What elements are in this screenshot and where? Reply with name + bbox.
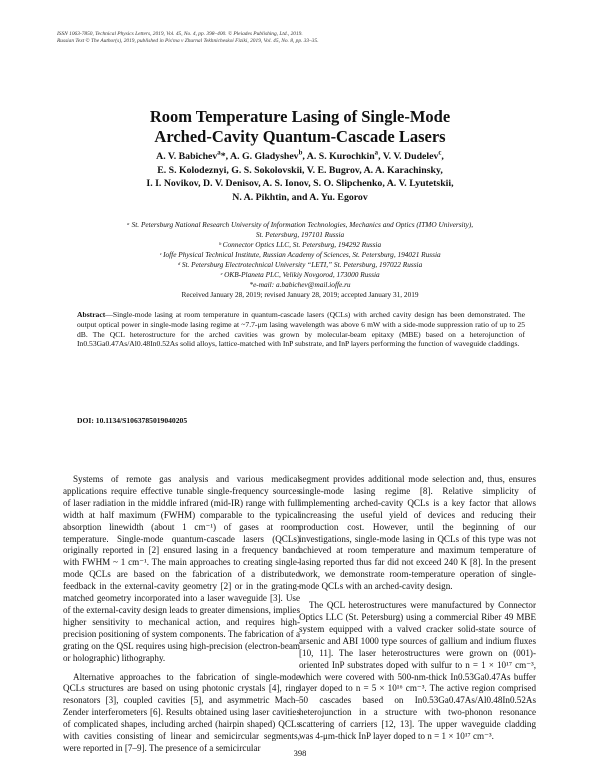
body-right-column (299, 474, 536, 750)
affiliation-line: ᵃ St. Petersburg National Research University of Information Technologies, Mechanics and Optics (ITMO University), (126, 220, 474, 229)
affiliations (60, 220, 540, 290)
authors-line-4: N. A. Pikhtin, and A. Yu. Egorov (232, 191, 368, 203)
abstract (77, 310, 525, 349)
author-list (60, 150, 540, 204)
abstract-label: Abstract (77, 310, 106, 319)
paragraph: Systems of remote gas analysis and various medical applications require effective tunable single-frequency sources of laser radiation in the middle infrared (mid-IR) range with full width at half maximum (FWHM) comparable to the typical absorption linewidth (about 1 cm⁻¹) of gases at room temperature. Single-mode quantum-cascade lasers (QCLs) originally reported in [2] ensured lasing in a frequency band with FWHM ~ 1 cm⁻¹. The main approaches to creating single-mode QCLs are based on the fabrication of a distributed feedback in the external-cavity geometry [2] or in the grating-matched geometry incorporated into a laser waveguide [3]. Use of the external-cavity design leads to greater dimensions, implies higher sensitivity to mechanical action, and requires high-precision positioning of system components. The fabrication of a grating on the QSL requires using high-precision (electron-beam or holographic) lithography. (63, 474, 300, 663)
doi[interactable]: DOI: 10.1134/S1063785019040205 (77, 416, 188, 425)
abstract-text: —Single-mode lasing at room temperature in quantum-cascade lasers (QCLs) with arched cavity design has been demonstrated. The output optical power in single-mode lasing regime at ~7.7-μm lasing wavelength was above 6 mW with a side-mode suppression ratio of up to 25 dB. The QCL heterostructure for the arched cavities was grown by molecular-beam epitaxy (MBE) based on a heterojunction of In0.53Ga0.47As/Al0.48In0.52As solid alloys, lattice-matched with InP substrate, and InP layers performing the function of waveguide claddings. (77, 310, 525, 349)
journal-header-line-1: ISSN 1063-7850, Technical Physics Letters, 2019, Vol. 45, No. 4, pp. 398–400. © Pleiades Publishing, Ltd., 2019. (57, 31, 303, 37)
paragraph: segment provides additional mode selection and, thus, ensures single-mode lasing regime [8]. Relative simplicity of implementing arched-cavity QCLs is a key factor that allows increasing the useful yield of devices and reducing their production cost. However, until the beginning of our investigations, single-mode lasing in QCLs of this type was not achieved at room temperature and maximum temperature of lasing reported thus far did not exceed 240 K [8]. In the present work, we demonstrate room-temperature operation of single-mode QCLs with an arched-cavity design. (299, 474, 536, 592)
authors-line-3: I. I. Novikov, D. V. Denisov, A. S. Ionov, S. O. Slipchenko, A. V. Lyutetskii, (146, 178, 454, 189)
journal-header (57, 31, 557, 45)
affiliation-line: St. Petersburg, 197101 Russia (255, 230, 345, 239)
affiliation-line: ᵇ Connector Optics LLC, St. Petersburg, 194292 Russia (218, 240, 382, 249)
paper-title (60, 107, 540, 147)
authors-line-1: A. V. Babichev$^a$*, A. G. Gladyshev$^b$, A. S. Kurochkin$^a$, V. V. Dudelev$^c$, (156, 149, 444, 162)
contact-email: *e-mail: a.babichev@mail.ioffe.ru (249, 280, 351, 289)
affiliation-line: ᵈ St. Petersburg Electrotechnical University “LETI,” St. Petersburg, 197022 Russia (177, 260, 423, 269)
body-left-column (63, 474, 300, 762)
affiliation-line: ᵉ OKB-Planeta PLC, Velikiy Novgorod, 173000 Russia (220, 270, 380, 279)
journal-header-line-2: Russian Text © The Author(s), 2019, published in Pis'ma v Zhurnal Tekhnicheskoi Fiziki, 2019, Vol. 45, No. 8, pp. 33–35. (57, 38, 319, 44)
received-dates: Received January 28, 2019; revised January 28, 2019; accepted January 31, 2019 (181, 290, 419, 299)
authors-line-2: E. S. Kolodeznyi, G. S. Sokolovskii, V. E. Bugrov, A. A. Karachinsky, (157, 164, 443, 176)
title-line-1: Room Temperature Lasing of Single-Mode (149, 107, 451, 126)
title-line-2: Arched-Cavity Quantum-Cascade Lasers (154, 127, 446, 146)
page-number: 398 (293, 748, 307, 758)
paragraph: The QCL heterostructures were manufactured by Connector Optics LLC (St. Petersburg) using a commercial Riber 49 MBE system equipped with a valved cracker solid-state source of arsenic and ABI 1000 type sources of gallium and indium fluxes [10, 11]. The laser heterostructures were grown on (001)-oriented InP substrates doped with sulfur to n = 1 × 10¹⁷ cm⁻³, which were covered with 500-nm-thick In0.53Ga0.47As buffer layer doped to n = 5 × 10¹⁶ cm⁻³. The active region comprised 50 cascades based on In0.53Ga0.47As/Al0.48In0.52As heterojunction in a structure with two-phonon resonance scattering of carriers [12, 13]. The upper waveguide cladding was 4-μm-thick InP layer doped to n = 1 × 10¹⁷ cm⁻³. (299, 600, 536, 742)
paragraph: Alternative approaches to the fabrication of single-mode QCLs structures are based on using photonic crystals [4], ring resonators [3], coupled cavities [5], and asymmetric Mach–Zender interferometers [6]. Results obtained using laser cavities of complicated shapes, including arched (hairpin shaped) QCLs with cavities consisting of linear and semicircular segments, were reported in [7–9]. The presence of a semicircular (63, 671, 300, 753)
affiliation-line: ᶜ Ioffe Physical Technical Institute, Russian Academy of Sciences, St. Petersburg, 194021 Russia (159, 250, 441, 259)
